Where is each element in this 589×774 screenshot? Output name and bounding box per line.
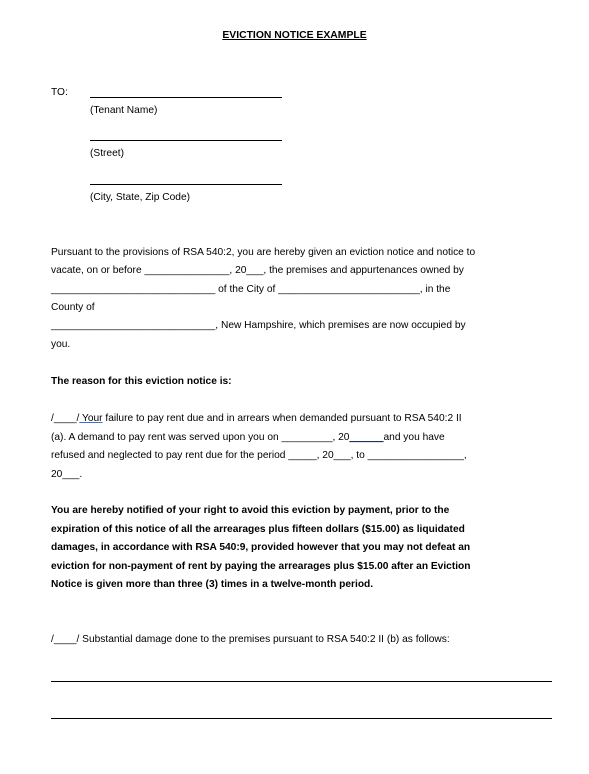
notice-line-3: damages, in accordance with RSA 540:9, provided however that you may not defeat an: [51, 542, 471, 553]
notice-line-2: expiration of this notice of all the arrearages plus fifteen dollars ($15.00) as liquidated: [51, 524, 465, 535]
para1-line-6: you.: [51, 339, 71, 350]
street-caption: (Street): [90, 148, 124, 159]
city-line: [90, 184, 282, 185]
reason1-line2-b: and you have: [383, 432, 445, 443]
answer-line-2: [51, 718, 552, 719]
reason1-line-4: 20___.: [51, 469, 83, 480]
para1-line-1: Pursuant to the provisions of RSA 540:2, you are hereby given an eviction notice and notice to: [51, 247, 476, 258]
reason1-line-1: [51, 413, 462, 424]
city-caption: (City, State, Zip Code): [90, 192, 191, 203]
reason2-line: /____/ Substantial damage done to the premises pursuant to RSA 540:2 II (b) as follows:: [51, 634, 450, 645]
reason1-rest: failure to pay rent due and in arrears when demanded pursuant to RSA 540:2 II: [102, 413, 462, 424]
document-title: [0, 30, 589, 41]
para1-line-3: _____________________________ of the City of _________________________, in the: [51, 284, 451, 295]
reason1-line2-blank: ______: [349, 432, 384, 443]
to-label: TO:: [51, 87, 68, 98]
reason1-your: Your: [79, 413, 103, 424]
street-line: [90, 140, 282, 141]
tenant-name-line: [90, 97, 282, 98]
tenant-name-caption: (Tenant Name): [90, 105, 158, 116]
reason-heading: The reason for this eviction notice is:: [51, 376, 232, 387]
para1-line-5: _____________________________, New Hampshire, which premises are now occupied by: [51, 320, 466, 331]
notice-line-1: You are hereby notified of your right to avoid this eviction by payment, prior to the: [51, 505, 450, 516]
para1-line-2: vacate, on or before _______________, 20___, the premises and appurtenances owned by: [51, 265, 464, 276]
reason1-line-3: refused and neglected to pay rent due for the period _____, 20___, to _________________,: [51, 450, 467, 461]
para1-line-4: County of: [51, 302, 95, 313]
notice-line-5: Notice is given more than three (3) times in a twelve-month period.: [51, 579, 374, 590]
reason1-line-2: [51, 432, 445, 443]
reason1-checkbox: /____/: [51, 413, 80, 424]
notice-line-4: eviction for non-payment of rent by paying the arrearages plus $15.00 after an Eviction: [51, 561, 471, 572]
reason1-line2-a: (a). A demand to pay rent was served upon you on _________, 20: [51, 432, 350, 443]
answer-line-1: [51, 681, 552, 682]
document-title-text: EVICTION NOTICE EXAMPLE: [222, 30, 367, 41]
